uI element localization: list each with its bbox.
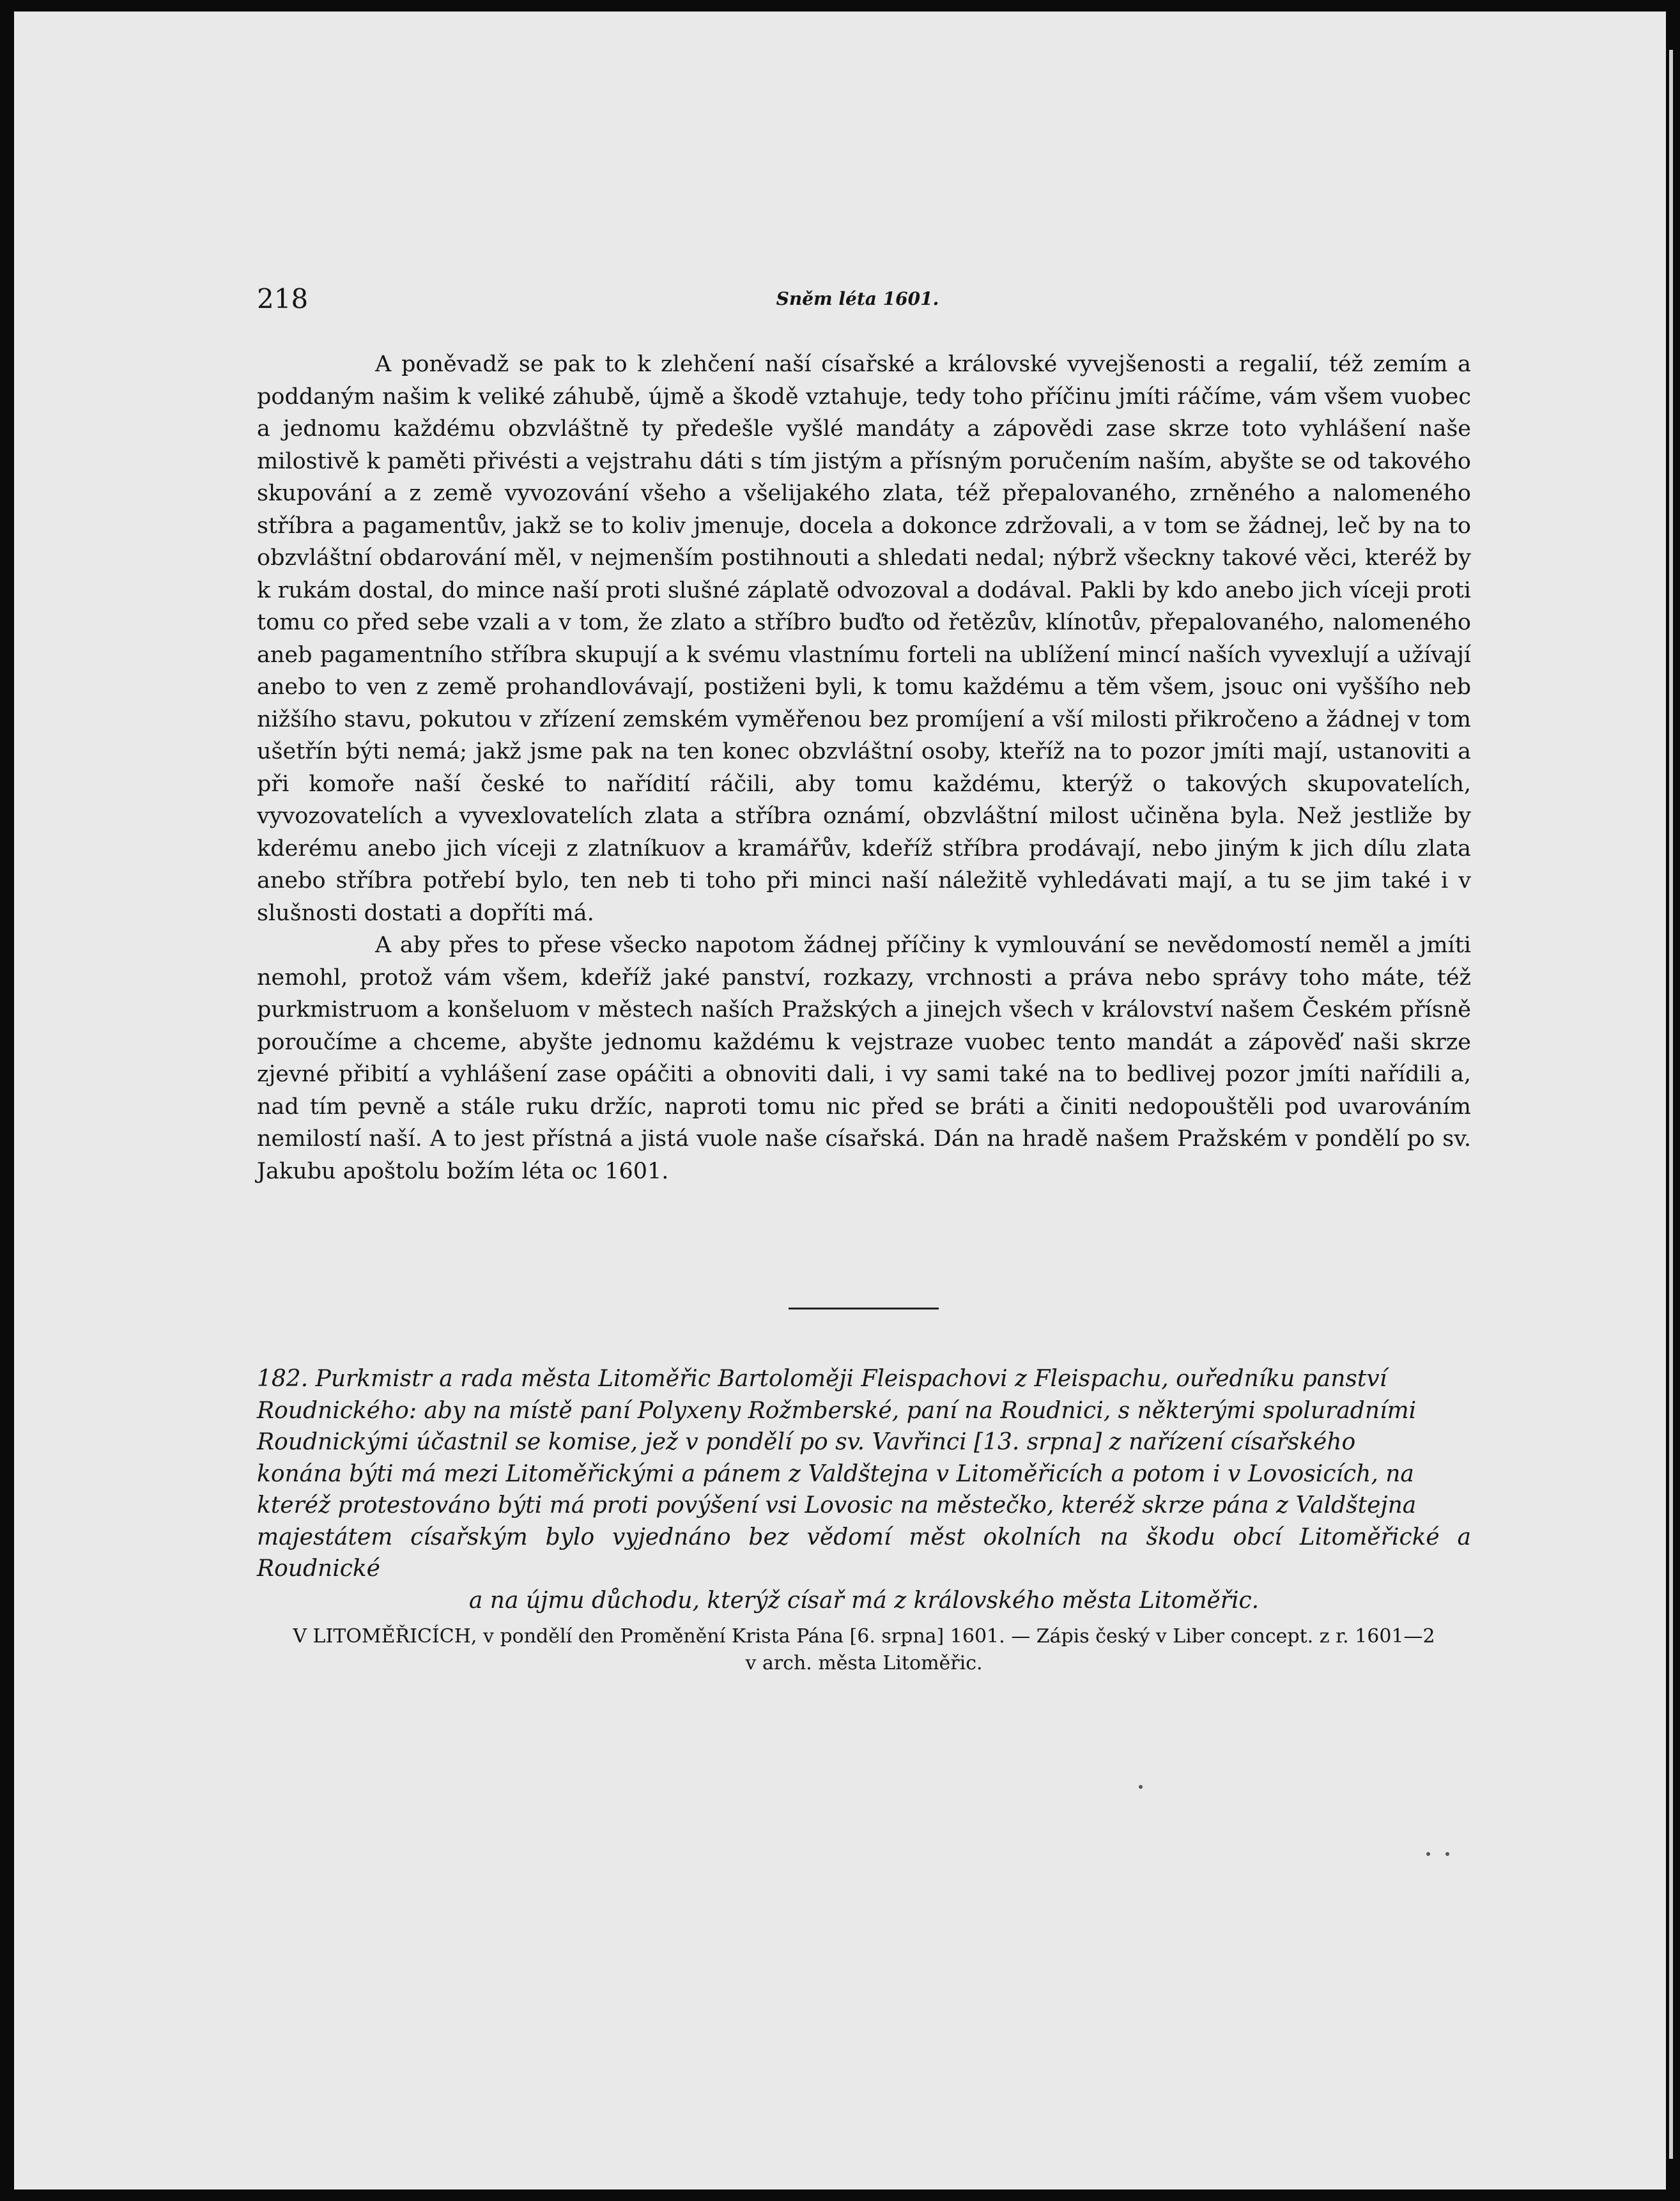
page-header <box>241 280 1474 318</box>
section-divider <box>789 1308 939 1309</box>
main-text <box>257 348 1471 1187</box>
heading-line: 182. Purkmistr a rada města Litoměřic Bartoloměji Fleispachovi z Fleispachu, ouředníku panství <box>257 1366 1387 1392</box>
source-note <box>257 1623 1471 1677</box>
scan-speck <box>1139 1785 1143 1789</box>
scan-speck <box>1426 1852 1430 1856</box>
heading-line: Roudnického: aby na místě paní Polyxeny Rožmberské, paní na Roudnici, s některými spoluradními <box>257 1397 1417 1424</box>
source-line: V LITOMĚŘICÍCH, v pondělí den Proměnění Krista Pána [6. srpna] 1601. — Zápis český v Liber concept. z r. 1601—2 <box>293 1625 1435 1648</box>
paragraph: A poněvadž se pak to k zlehčení naší císařské a královské vyvejšenosti a regalií, též zemím a poddaným našim k veliké záhubě, újmě a škodě vztahuje, tedy toho příčinu jmíti ráčíme, vám všem vuobec a jednomu každému obzvláštně ty předešle vyšlé mandáty a zápovědi zase skrze toto vyhlášení naše milostivě k paměti přivésti a vejstrahu dáti s tím jistým a přísným poručením naším, abyšte se od takového skupování a z země vyvozování všeho a všelijakého zlata, též přepalovaného, zrněného a nalomeného stříbra a pagamentův, jakž se to koliv jmenuje, docela a dokonce zdržovali, a v tom se žádnej, leč by na to obzvláštní obdarování měl, v nejmenším postihnouti a shledati nedal; nýbrž všeckny takové věci, kteréž by k rukám dostal, do mince naší proti slušné záplatě odvozoval a dodával. Pakli by kdo anebo jich víceji proti tomu co před sebe vzali a v tom, že zlato a stříbro buďto od řetězův, klínotův, přepalovaného, nalomeného aneb pagamentního stříbra skupují a k svému vlastnímu forteli na ublížení mincí naších vyvexlují a užívají anebo to ven z země prohandlovávají, postiženi byli, k tomu každému a těm všem, jsouc oni vyššího neb nižšího stavu, pokutou v zřízení zemském vyměřenou bez promíjení a vší milosti přikročeno a žádnej v tom ušetřín býti nemá; jakž jsme pak na ten konec obzvláštní osoby, kteříž na to pozor jmíti mají, ustanoviti a při komoře naší české to nařídití ráčili, aby tomu každému, kterýž o takových skupovatelích, vyvozovatelích a vyvexlovatelích zlata a stříbra oznámí, obzvláštní milost učiněna byla. Než jestliže by kderému anebo jich víceji z zlatníkuov a kramářův, kdeříž stříbra prodávají, nebo jiným k jich dílu zlata anebo stříbra potřebí bylo, ten neb ti toho při minci naší náležitě vyhledávati mají, a tu se jim také i v slušnosti dostati a dopříti má. <box>257 351 1471 926</box>
heading-line: konána býti má mezi Litoměřickými a pánem z Valdštejna v Litoměřicích a potom i v Lovosicích, na <box>257 1460 1414 1487</box>
scan-speck <box>1445 1852 1449 1856</box>
heading-line: majestátem císařským bylo vyjednáno bez vědomí měst okolních na škodu obcí Litoměřické a Roudnické <box>257 1524 1471 1582</box>
page-number: 218 <box>257 283 309 314</box>
heading-line: kteréž protestováno býti má proti povýšení vsi Lovosic na městečko, kteréž skrze pána z Valdštejna <box>257 1492 1417 1518</box>
source-line: v arch. města Litoměřic. <box>745 1652 983 1674</box>
document-heading <box>257 1363 1471 1616</box>
running-title: Sněm léta 1601. <box>776 288 939 309</box>
scan-edge-shadow <box>1669 50 1673 2159</box>
paragraph: A aby přes to přese všecko napotom žádnej příčiny k vymlouvání se nevědomostí neměl a jmíti nemohl, protož vám všem, kdeříž jaké panství, rozkazy, vrchnosti a práva nebo správy toho máte, též purkmistruom a konšeluom v městech naších Pražských a jinejch všech v království našem Českém přísně poroučíme a chceme, abyšte jednomu každému k vejstraze vuobec tento mandát a zápověď naši skrze zjevné přibití a vyhlášení zase opáčiti a obnoviti dali, i vy sami také na to bedlivej pozor jmíti nařídili a, nad tím pevně a stále ruku držíc, naproti tomu nic před se bráti a činiti nedopouštěli pod uvarováním nemilostí naší. A to jest přístná a jistá vuole naše císařská. Dán na hradě našem Pražském v pondělí po sv. Jakubu apoštolu božím léta oc 1601. <box>257 932 1471 1184</box>
heading-line: a na újmu důchodu, kterýž císař má z královského města Litoměřic. <box>468 1587 1260 1614</box>
scanned-page <box>14 12 1666 2189</box>
heading-line: Roudnickými účastnil se komise, jež v pondělí po sv. Vavřinci [13. srpna] z nařízení císařského <box>257 1429 1356 1455</box>
